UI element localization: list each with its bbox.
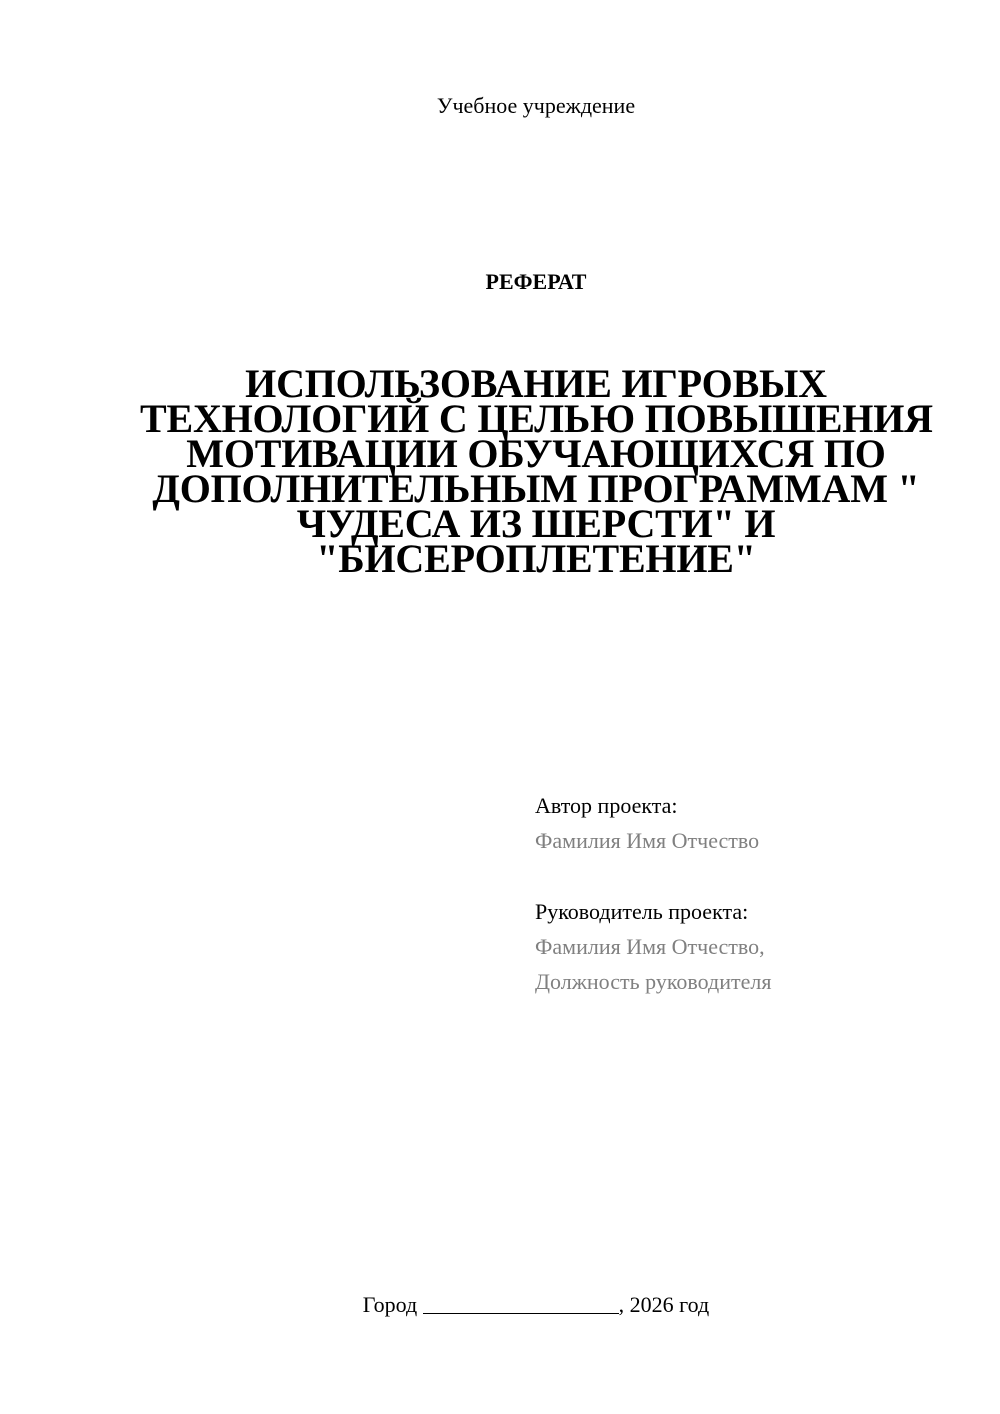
title-line: МОТИВАЦИИ ОБУЧАЮЩИХСЯ ПО: [186, 431, 886, 476]
supervisor-name: Фамилия Имя Отчество,: [535, 934, 765, 959]
institution-name: Учебное учреждение: [436, 93, 636, 118]
project-info: [535, 788, 975, 999]
title-line: ИСПОЛЬЗОВАНИЕ ИГРОВЫХ: [245, 361, 827, 406]
document-title: [140, 361, 933, 581]
city-blank-field: [423, 1291, 619, 1314]
title-line: ТЕХНОЛОГИЙ С ЦЕЛЬЮ ПОВЫШЕНИЯ: [140, 396, 933, 441]
title-line: "БИСЕРОПЛЕТЕНИЕ": [316, 536, 756, 581]
author-label: Автор проекта:: [535, 793, 678, 818]
supervisor-label: Руководитель проекта:: [535, 899, 749, 924]
author-name: Фамилия Имя Отчество: [535, 828, 760, 853]
title-line: ДОПОЛНИТЕЛЬНЫМ ПРОГРАММАМ ": [152, 466, 920, 511]
document-type: РЕФЕРАТ: [485, 269, 587, 294]
title-line: ЧУДЕСА ИЗ ШЕРСТИ" И: [296, 501, 776, 546]
year-text: , 2026 год: [618, 1292, 710, 1317]
spacer: [535, 858, 975, 894]
supervisor-position: Должность руководителя: [535, 969, 772, 994]
city-label: Город: [362, 1292, 418, 1317]
city-year-line: [0, 1289, 1000, 1321]
